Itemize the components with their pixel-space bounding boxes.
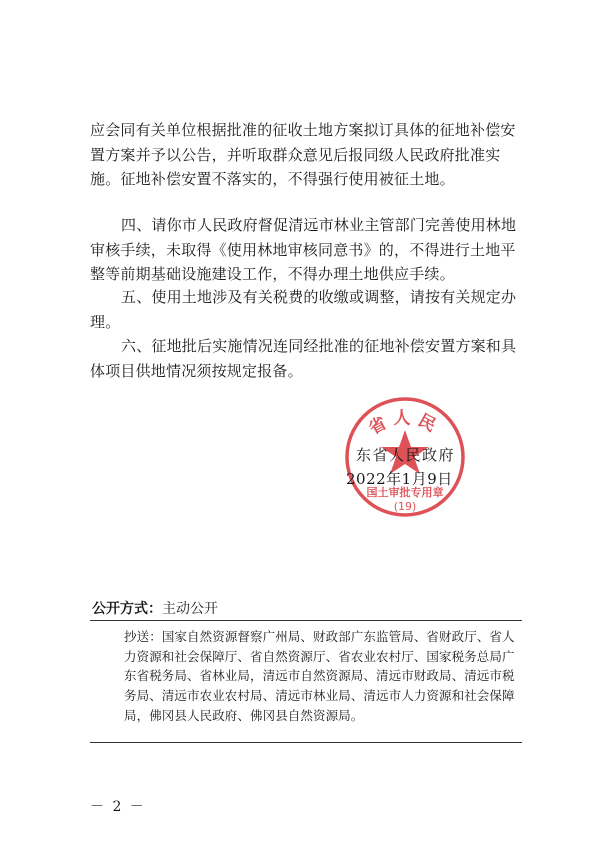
seal-bottom-text: 国土审批专用章	[366, 486, 444, 499]
paragraph-item-4: 四、请你市人民政府督促清远市林业主管部门完善使用林地审核手续，未取得《使用林地审核同意书》的，不得进行土地平整等前期基础设施建设工作，不得办理土地供应手续。	[90, 216, 517, 283]
divider-bottom	[90, 742, 522, 743]
paragraph-item-5: 五、使用土地涉及有关税费的收缴或调整，请按有关规定办理。	[90, 288, 517, 331]
issuing-authority: 东省人民政府	[356, 446, 456, 464]
disclosure-value: 主动公开	[162, 601, 218, 617]
paragraph-continued: 应会同有关单位根据批准的征收土地方案拟订具体的征地补偿安置方案并予以公告，并听取群众意见后报同级人民政府批准实施。征地补偿安置不落实的，不得强行使用被征土地。	[90, 121, 516, 188]
seal-top-text: 省人民	[365, 408, 445, 440]
seal-number: (19)	[393, 500, 417, 513]
paragraph-item-6: 六、征地批后实施情况连同经批准的征地补偿安置方案和具体项目供地情况须按规定报备。	[90, 337, 517, 380]
divider-top	[90, 620, 522, 621]
page-number: － 2 －	[90, 799, 146, 815]
disclosure-label: 公开方式：	[92, 601, 162, 617]
cc-recipients: 国家自然资源督察广州局、财政部广东监管局、省财政厅、省人力资源和社会保障厅、省自然资源厅、省农业农村厅、国家税务总局广东省税务局、省林业局，清远市自然资源局、清远市财政局、清远市税务局、清远市农业农村局、清远市林业局、清远市人力资源和社会保障局，佛冈县人民政府、佛冈县自然资源局。	[124, 629, 515, 723]
cc-label: 抄送：	[124, 629, 162, 644]
issue-date: 2022年1月9日	[346, 470, 453, 488]
cc-list	[124, 627, 522, 726]
disclosure-line	[92, 598, 218, 618]
